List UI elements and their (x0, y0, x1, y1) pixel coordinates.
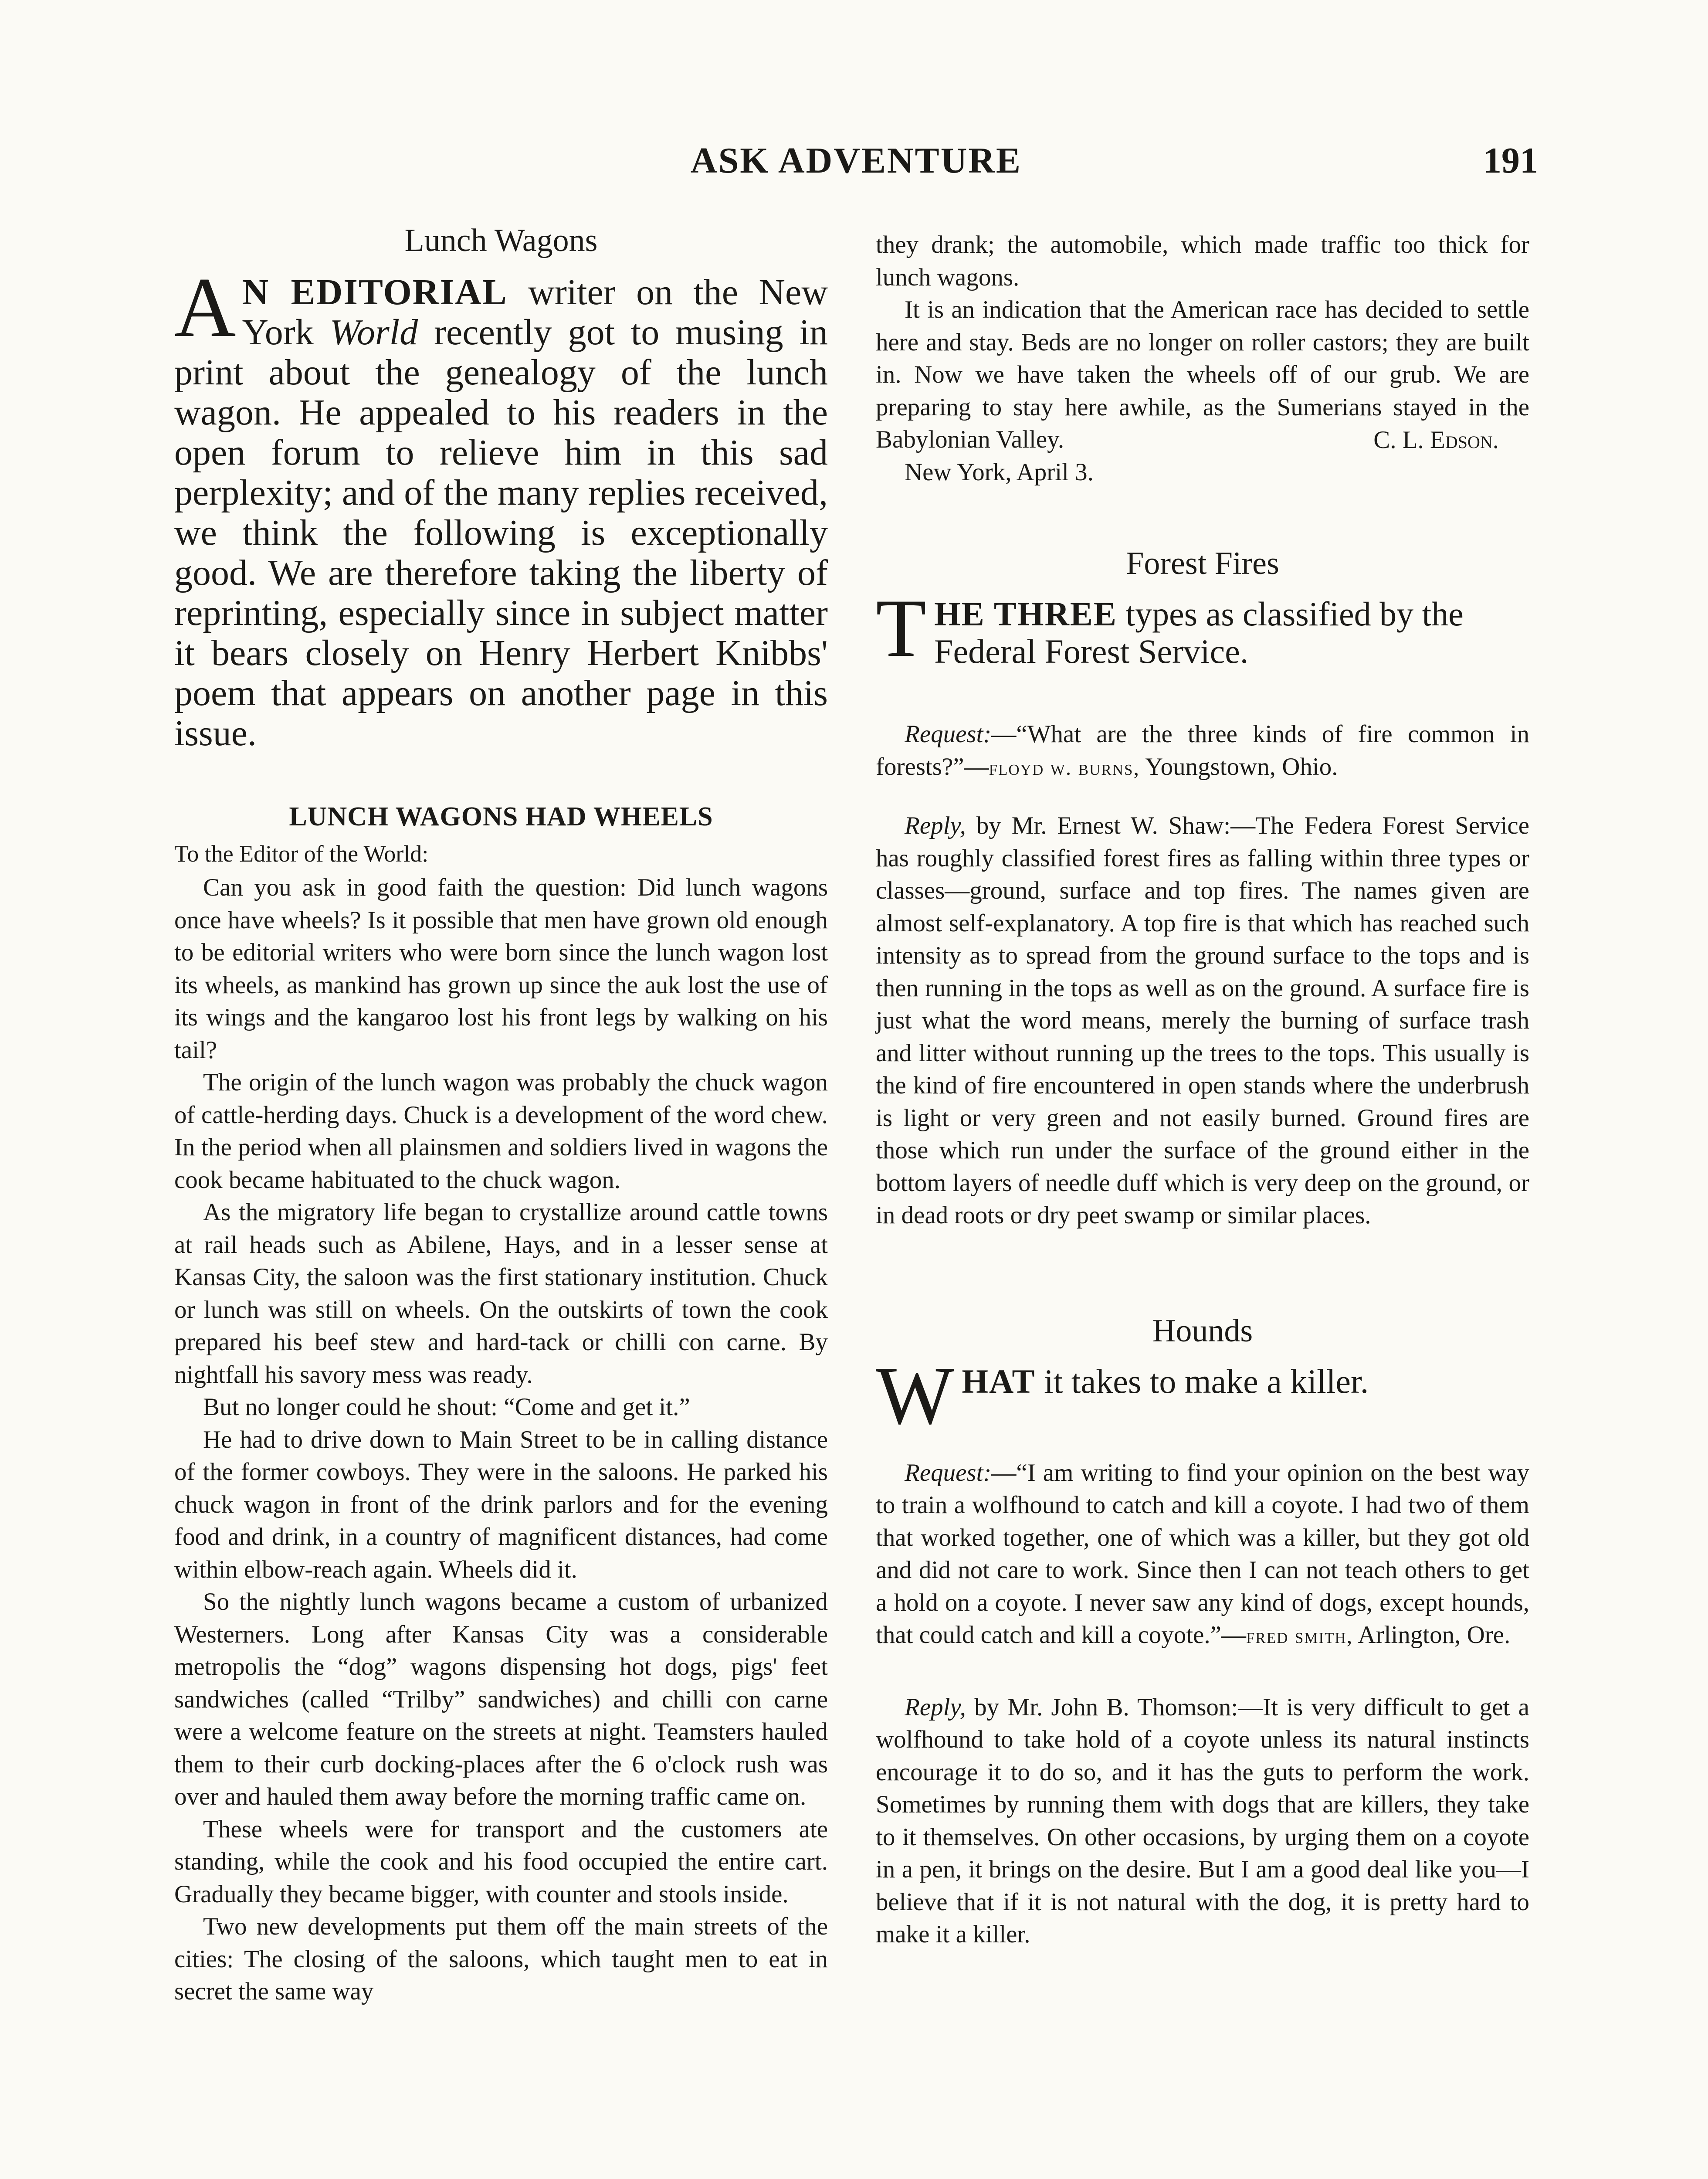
lead-text-1: writer on the New York (242, 272, 828, 353)
letter-paragraph: Two new developments put them off the main streets of the cities: The closing of the saloons, which taught men to eat in secret the same way (174, 1913, 828, 2005)
hounds-reply (876, 1691, 1529, 1951)
request-label: Request: (905, 1459, 992, 1487)
reply-label: Reply, (905, 812, 966, 839)
lead-text: types as classified by the Federal Forest Service. (934, 595, 1464, 670)
drop-cap: W (876, 1350, 954, 1442)
letter-paragraph: So the nightly lunch wagons became a custom of urbanized Westerners. Long after Kansas City was a considerable metropolis the “dog” wagons dispensing hot dogs, pigs' feet sandwiches (called “Trilby” sandwiches) and chilli con carne were a welcome feature on the streets at night. Teamsters hauled them to their curb docking-places after the 6 o'clock rush was over and hauled them away before the morning traffic came on. (174, 1588, 828, 1810)
request-name: fred smith, (1246, 1623, 1353, 1648)
drop-cap: T (876, 583, 927, 674)
letter-paragraph: He had to drive down to Main Street to be in calling distance of the former cowboys. They were in the saloons. He parked his chuck wagon in front of the drink parlors and for the evening food and drink, in a country of magnificent distances, had come within elbow-reach again. Wheels did it. (174, 1426, 828, 1583)
forest-reply (876, 810, 1529, 1232)
letter-paragraph: But no longer could he shout: “Come and get it.” (203, 1393, 690, 1421)
forest-fires-lead (876, 583, 1529, 674)
lead-caps: HAT (962, 1362, 1036, 1400)
letter-paragraph: As the migratory life began to crystallize around cattle towns at rail heads such as Abilene, Hays, and in a lesser sense at Kansas City, the saloon was the first stationary institution. Chuck or lunch was still on wheels. On the outskirts of town the cook prepared his beef stew and hard-tack or chilli con carne. By nightfall his savory mess was ready. (174, 1198, 828, 1388)
lead-text: it takes to make a killer. (1035, 1362, 1369, 1400)
request-name: floyd w. burns, (989, 755, 1140, 780)
running-head (174, 131, 1538, 183)
lead-caps: N EDITORIAL (242, 272, 508, 312)
right-column (876, 229, 1529, 1951)
request-text: —“What are the three kinds of fire common in forests?”— (876, 720, 1529, 781)
drop-cap: A (174, 260, 236, 355)
hounds-title: Hounds (1152, 1313, 1253, 1349)
request-place: Youngstown, Ohio. (1139, 753, 1338, 781)
lead-italic: World (329, 312, 418, 353)
forest-fires-title: Forest Fires (1126, 546, 1279, 581)
running-title: ASK ADVENTURE (690, 140, 1022, 181)
letter-paragraph: These wheels were for transport and the customers ate standing, while the cook and his food occupied the entire cart. Gradually they became bigger, with counter and stools inside. (174, 1815, 828, 1908)
lead-text-2: recently got to musing in print about the genealogy of the lunch wagon. He appealed to his readers in the open forum to relieve him in this sad perplexity; and of the many replies received, we think the following is exceptionally good. We are therefore taking the liberty of reprinting, especially since in subject matter it bears closely on Henry Herbert Knibbs' poem that appears on another page in this issue. (174, 312, 828, 753)
letter-paragraph: Can you ask in good faith the question: Did lunch wagons once have wheels? Is it possible that men have grown old enough to be editorial writers who were born since the lunch wagon lost its wheels, as mankind has grown up since the auk lost the use of its wings and the kangaroo lost his front legs by walking on his tail? (174, 874, 828, 1064)
request-place: Arlington, Ore. (1353, 1621, 1511, 1649)
forest-request (876, 718, 1529, 784)
lunch-wagons-lead (174, 260, 828, 753)
request-text: —“I am writing to find your opinion on the best way to train a wolfhound to catch and kill a coyote. I had two of them that worked together, one of which was a killer, but they got old and did not care to work. Since then I can not teach others to get a hold on a coyote. I never saw any kind of dogs, except hounds, that could catch and kill a coyote.”— (876, 1459, 1529, 1649)
lead-caps: HE THREE (934, 595, 1117, 633)
request-label: Request: (905, 720, 992, 748)
reply-text: by Mr. John B. Thomson:—It is very difficult to get a wolfhound to take hold of a coyote unless its natural instincts encourage it to do so, and it has the guts to perform the work. Sometimes by running them with dogs that are killers, they take to it themselves. On other occasions, by urging them on a coyote in a pen, it brings on the desire. But I am a good deal like you—I believe that if it is not natural with the dog, it is pretty hard to make it a killer. (876, 1693, 1529, 1948)
letter-paragraph: The origin of the lunch wagon was probably the chuck wagon of cattle-herding days. Chuck is a development of the word chew. In the period when all plainsmen and soldiers lived in wagons the cook became habituated to the chuck wagon. (174, 1069, 828, 1194)
left-column (174, 222, 828, 2008)
hounds-request (876, 1457, 1529, 1652)
letter-heading: LUNCH WAGONS HAD WHEELS (289, 802, 713, 832)
reply-label: Reply, (905, 1693, 966, 1721)
letter-place-date: New York, April 3. (905, 458, 1094, 486)
page-number: 191 (1483, 140, 1538, 181)
hounds-lead (876, 1350, 1529, 1442)
lunch-wagons-title: Lunch Wagons (404, 223, 598, 258)
reply-text: by Mr. Ernest W. Shaw:—The Federa Forest Service has roughly classified forest fires as falling within three types or classes—ground, surface and top fires. The names given are almost self-explanatory. A top fire is that which has reached such intensity as to spread from the ground surface to the tops and is then running in the tops as well as on the ground. A surface fire is just what the word means, merely the burning of surface trash and litter without running up the trees to the tops. This usually is the kind of fire encountered in open stands where the underbrush is light or very green and not easily burned. Ground fires are those which run under the surface of the ground either in the bottom layers of needle duff which is very deep on the ground, or in dead roots or dry peet swamp or similar places. (876, 812, 1529, 1229)
letter-paragraph: It is an indication that the American race has decided to settle here and stay. Beds are no longer on roller castors; they are built in. Now we have taken the wheels off of our grub. We are preparing to stay here awhile, as the Sumerians stayed in the Babylonian Valley. (876, 296, 1529, 453)
letter-salutation: To the Editor of the World: (174, 841, 429, 867)
letter-signature: C. L. Edson. (1373, 426, 1499, 454)
letter-continued: they drank; the automobile, which made traffic too thick for lunch wagons. (876, 231, 1529, 291)
